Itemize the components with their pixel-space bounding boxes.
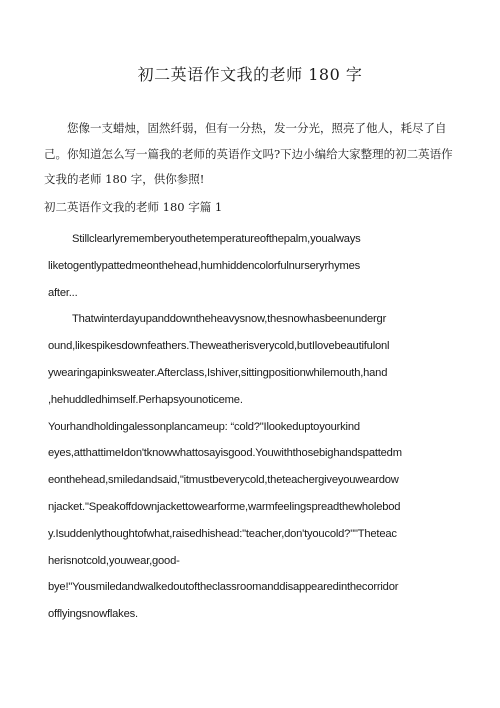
body-line: Stillclearlyrememberyouthetemperatureofthepalm,youalways: [72, 233, 361, 245]
section-heading: 初二英语作文我的老师 180 字篇 1: [44, 200, 223, 214]
page-title: 初二英语作文我的老师 180 字: [137, 65, 363, 84]
body-line: offlyingsnowflakes.: [48, 608, 138, 621]
intro-paragraph: [44, 116, 462, 193]
body-line: ywearingapinksweater.Afterclass,Ishiver,sittingpositionwhilemouth,hand: [48, 366, 388, 379]
body-line: liketogentlypattedmeonthehead,humhiddencolorfulnurseryrhymes: [48, 259, 361, 272]
body-line: bye!"Yousmiledandwalkedoutoftheclassroomanddisappearedinthecorridor: [48, 581, 399, 594]
essay-body: [48, 226, 452, 628]
intro-text: 您像一支蜡烛，固然纤弱，但有一分热，发一分光，照亮了他人，耗尽了自己。你知道怎么写一篇我的老师的英语作文吗?下边小编给大家整理的初二英语作文我的老师 180 字，供你参照!: [44, 121, 453, 186]
body-line: ,hehuddledhimself.Perhapsyounoticeme.: [48, 393, 243, 406]
body-line: Thatwinterdayupanddowntheheavysnow,thesnowhasbeenundergr: [72, 313, 387, 326]
body-line: eonthehead,smiledandsaid,"itmustbeverycold,theteachergiveyouweardow: [48, 474, 399, 487]
body-line: y.Isuddenlythoughtofwhat,raisedhishead:"teacher,don'tyoucold?""Theteac: [48, 527, 397, 540]
body-line: Yourhandholdingalessonplancameup: “cold?"Ilookeduptoyourkind: [48, 420, 360, 433]
body-line: eyes,atthattimeIdon'tknowwhattosayisgood.Youwiththosebighandspattedm: [48, 447, 402, 460]
body-line: after...: [48, 286, 78, 299]
body-line: ound,likespikesdownfeathers.Theweatherisverycold,butIlovebeautifulonl: [48, 340, 390, 353]
body-line: njacket."Speakoffdownjackettowearforme,warmfeelingspreadthewholebod: [48, 500, 401, 513]
body-line: herisnotcold,youwear,good-: [48, 554, 180, 567]
